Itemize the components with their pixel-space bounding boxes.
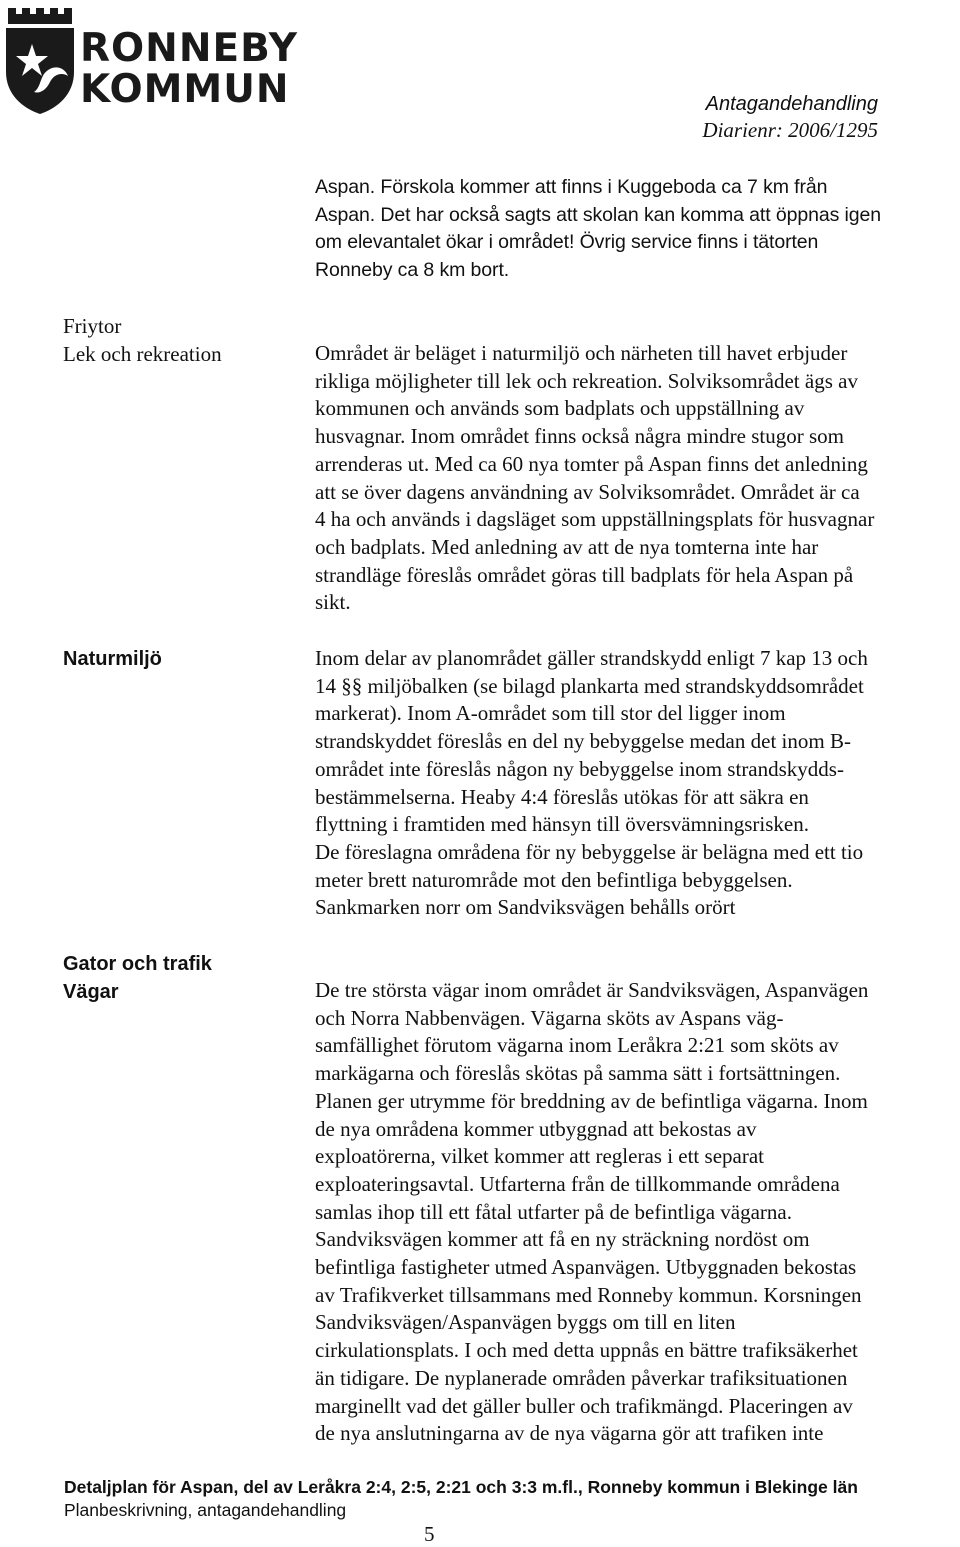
vagar-paragraph: De tre största vägar inom området är Sandviksvägen, Aspanvägen och Norra Nabbenvägen. Vägarna sköts av Aspans väg- samfällighet förutom vägarna inom Leråkra 2:21 som sköts av markägarna och föreslås skötas på samma sätt i fortsättningen. Planen ger utrymme för breddning av de befintliga vägarna. Inom de nya områdena kommer utbyggnad att bekostas av exploatörerna, vilket kommer att regleras i ett separat exploateringsavtal. Utfarterna från de tillkommande områdena samlas ihop till ett fåtal utfarter på de befintliga vägarna. Sandviksvägen kommer att få en ny sträckning nordöst om befintliga fastigheter utmed Aspanvägen. Utbyggnaden bekostas av Trafikverket tillsammans med Ronneby kommun. Korsningen Sandviksvägen/Aspanvägen byggs om till en liten cirkulationsplats. I och med detta uppnås en bättre trafiksäkerhet än tidigare. De nyplanerade områden påverkar trafiksituationen marginellt vad det gäller buller och trafikmängd. Placeringen av de nya anslutningarna av de nya vägarna gör att trafiken inte <box>315 978 869 1446</box>
friytor-paragraph: Området är beläget i naturmiljö och närheten till havet erbjuder rikliga möjligheter till lek och rekreation. Solviksområdet ägs av kommunen och används som badplats och uppställning av husvagnar. Inom området finns också några mindre stugor som arrenderas ut. Med ca 60 nya tomter på Aspan finns det anledning att se över dagens användning av Solviksområdet. Området är ca 4 ha och används i dagsläget som uppställningsplats för husvagnar och badplats. Med anledning av att de nya tomterna inte har strandläge föreslås området göras till badplats för hela Aspan på sikt. <box>315 341 875 615</box>
logo-line-1: RONNEBY <box>80 26 298 71</box>
heading-line: Vägar <box>63 981 119 1003</box>
section-heading-friytor <box>63 312 293 368</box>
naturmiljo-paragraph: Inom delar av planområdet gäller strandskydd enligt 7 kap 13 och 14 §§ miljöbalken (se bilagd plankarta med strandskyddsområdet markerat). Inom A-området som till stor del ligger inom strandskyddet föreslås en del ny bebyggelse medan det inom B- området inte föreslås någon ny bebyggelse inom strandskydds- bestämmelserna. Heaby 4:4 föreslås utökas för att säkra en flyttning i framtiden med hänsyn till översvämningsrisken. De föreslagna områdena för ny bebyggelse är belägna med ett tio meter brett naturområde mot den befintliga bebyggelsen. Sankmarken norr om Sandviksvägen behålls orört <box>315 646 868 920</box>
section-heading-naturmiljo <box>63 645 293 673</box>
heading-line: Lek och rekreation <box>63 342 222 366</box>
heading-line: Friytor <box>63 314 122 338</box>
page-number: 5 <box>424 1522 435 1546</box>
section-heading-gator-och-trafik <box>63 950 293 1006</box>
page-footer <box>64 1476 944 1522</box>
footer-subtitle: Planbeskrivning, antagandehandling <box>64 1500 347 1520</box>
heading-line: Gator och trafik <box>63 953 212 975</box>
logo-line-2: KOMMUN <box>80 67 290 112</box>
document-status <box>702 91 878 143</box>
ronneby-kommun-logo <box>4 4 298 116</box>
status-label: Antagandehandling <box>705 93 878 115</box>
diarienr-label: Diarienr: 2006/1295 <box>702 118 878 142</box>
coat-of-arms-icon <box>4 4 76 116</box>
footer-title: Detaljplan för Aspan, del av Leråkra 2:4, 2:5, 2:21 och 3:3 m.fl., Ronneby kommun i Blekinge län <box>64 1477 858 1497</box>
service-paragraph: Aspan. Förskola kommer att finns i Kuggeboda ca 7 km från Aspan. Det har också sagts att skolan kan komma att öppnas igen om elevantalet ökar i området! Övrig service finns i tätorten Ronneby ca 8 km bort. <box>315 176 882 282</box>
heading-line: Naturmiljö <box>63 648 162 670</box>
logo-wordmark <box>80 28 298 110</box>
